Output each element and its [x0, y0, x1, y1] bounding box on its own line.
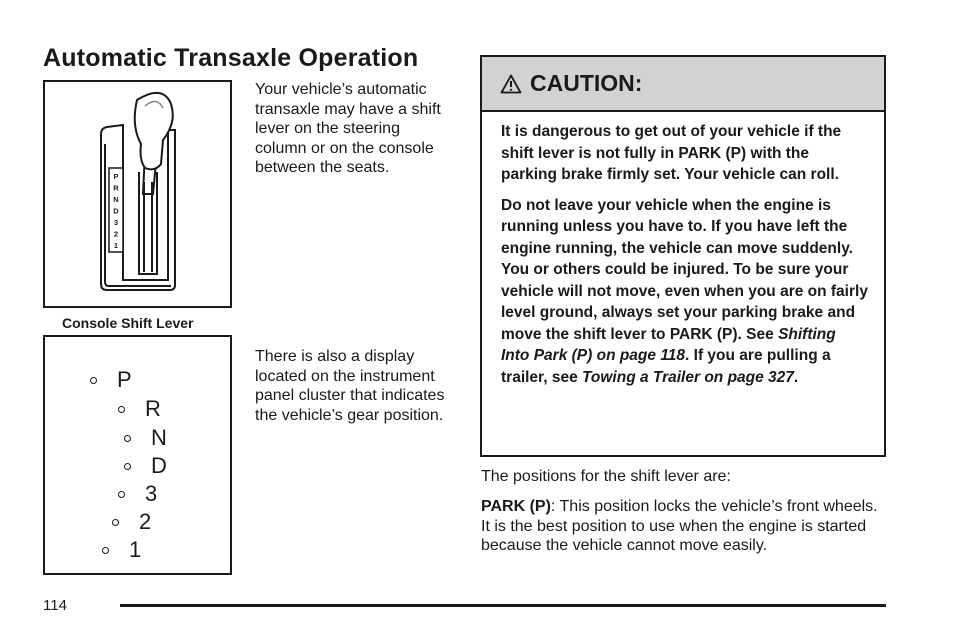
gear-indicator-row: [118, 398, 161, 420]
gear-indicator-row: [112, 511, 151, 533]
gear-indicator-row: [102, 539, 141, 561]
gear-dot-icon: [124, 435, 131, 442]
page-number: 114: [43, 597, 67, 614]
caution-box: [480, 55, 886, 457]
gear-dot-icon: [118, 491, 125, 498]
gear-letter: P: [117, 367, 132, 392]
gate-label: 1: [113, 241, 119, 250]
positions-intro: The positions for the shift lever are:: [481, 468, 731, 485]
caution-text: . If you are pulling a trailer, see: [501, 347, 831, 386]
gear-indicator-row: [118, 483, 157, 505]
gate-label: 2: [113, 229, 119, 239]
shift-lever-illustration: [45, 82, 230, 306]
caution-header: [482, 57, 884, 112]
intro-paragraph-1: Your vehicle’s automatic transaxle may have a shift lever on the steering column or on the console between the seats.: [255, 81, 441, 176]
gear-indicator-row: [124, 427, 167, 449]
gear-dot-icon: [118, 406, 125, 413]
caution-title: CAUTION:: [530, 70, 643, 96]
gate-label: R: [113, 183, 119, 193]
gate-label: N: [113, 195, 119, 204]
caution-text: Do not leave your vehicle when the engine is running unless you have to. If you have left the engine running, the vehicle can move suddenly. You or others could be injured. To be sure your vehicle will not move, even when you are on fairly level ground, always set your parking brake and move the shift lever to PARK (P). See: [501, 196, 868, 343]
gear-dot-icon: [102, 547, 109, 554]
park-term: PARK (P): [481, 498, 551, 515]
gate-label: P: [113, 172, 119, 181]
gear-indicator-row: [90, 369, 132, 391]
gear-dot-icon: [124, 463, 131, 470]
caution-body: [482, 112, 884, 388]
gate-label: 3: [113, 218, 119, 227]
park-text: This position locks the vehicle’s front wheels. It is the best position to use when the engine is started because the vehicle cannot move easily.: [481, 498, 878, 554]
gear-letter: N: [151, 425, 167, 450]
gear-letter: 3: [145, 481, 158, 506]
page-title: Automatic Transaxle Operation: [43, 44, 419, 72]
warning-triangle-icon: [500, 74, 522, 94]
gear-dot-icon: [112, 519, 119, 526]
caution-paragraph-2: [501, 195, 868, 389]
park-separator: :: [550, 498, 560, 515]
cross-reference-towing-a-trailer: Towing a Trailer on page 327: [582, 368, 794, 386]
caution-paragraph-1: It is dangerous to get out of your vehicle if the shift lever is not fully in PARK (P) with the parking brake firmly set. Your vehicle can roll.: [501, 123, 842, 183]
intro-paragraph-2: There is also a display located on the instrument panel cluster that indicates the vehicle’s gear position.: [255, 348, 445, 424]
gear-dot-icon: [90, 377, 97, 384]
gear-letter: R: [145, 396, 161, 421]
figure-caption: Console Shift Lever: [62, 315, 194, 331]
caution-text: .: [793, 368, 799, 386]
gear-letter: 2: [139, 509, 152, 534]
gear-letter: D: [151, 453, 167, 478]
gate-label: D: [113, 206, 119, 216]
gear-display-figure: [43, 335, 232, 575]
footer-rule: [120, 604, 886, 607]
gear-indicator-row: [124, 455, 167, 477]
console-shift-lever-figure: [43, 80, 232, 308]
gear-letter: 1: [129, 537, 142, 562]
park-description: [481, 497, 881, 556]
cross-reference-shifting-into-park: Shifting Into Park (P) on page 118: [501, 325, 836, 364]
